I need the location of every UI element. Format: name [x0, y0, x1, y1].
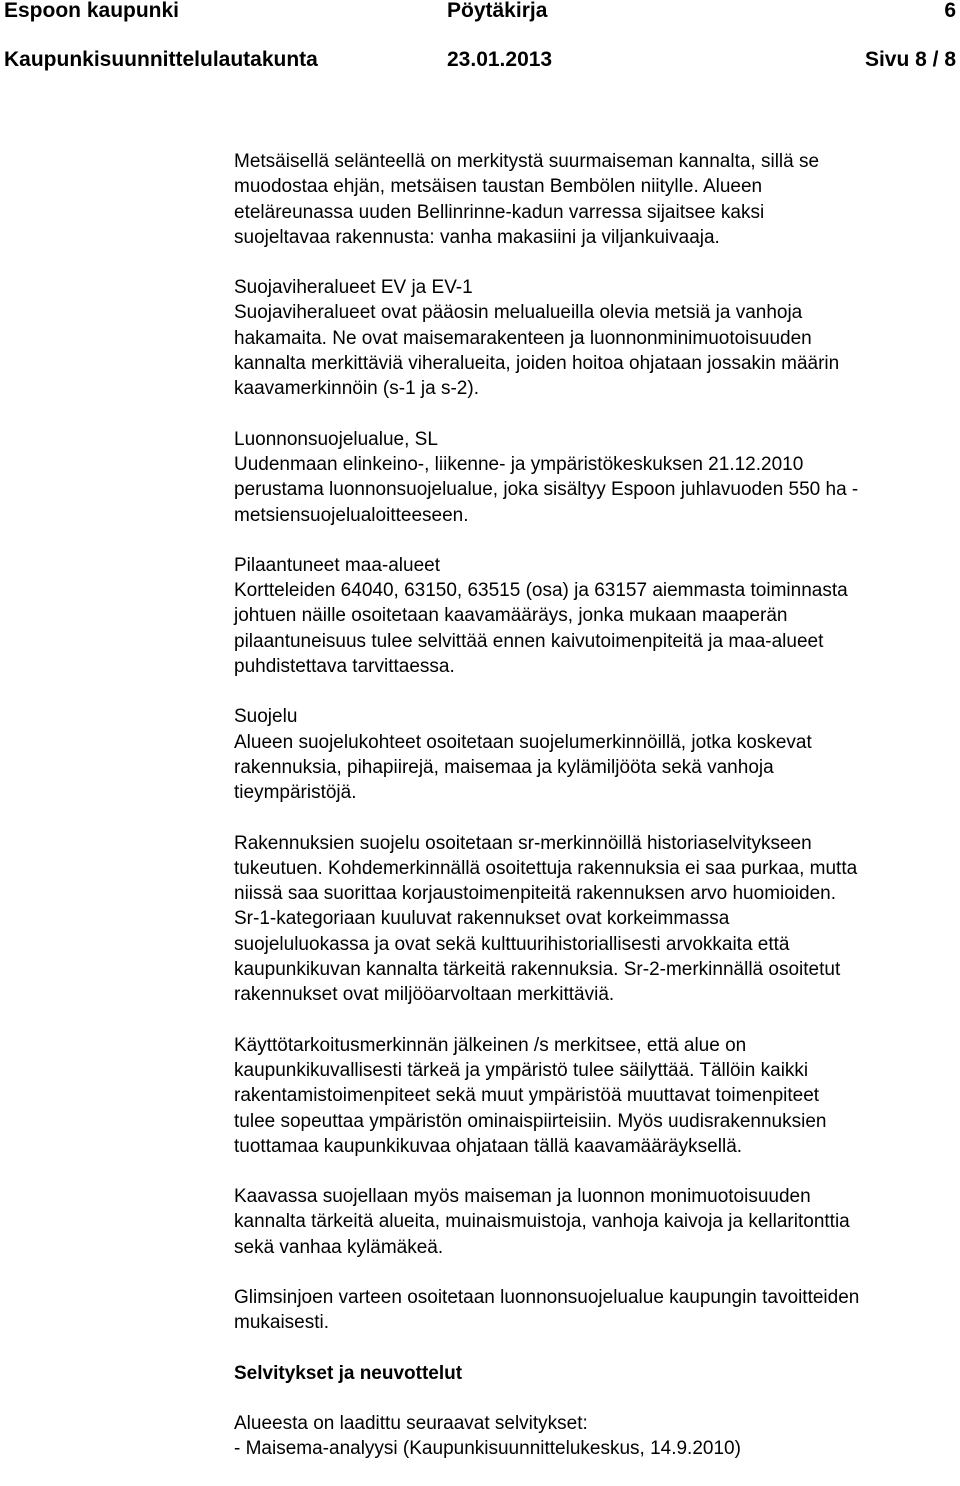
- text-line: suojeluluokassa ja ovat sekä kulttuurihistoriallisesti arvokkaita että: [234, 933, 790, 955]
- text-line: niissä saa suorittaa korjaustoimenpiteitä rakennuksen arvo huomioiden.: [234, 883, 837, 905]
- text-line: Alueesta on laadittu seuraavat selvitykset:: [234, 1412, 588, 1434]
- text-line: suojeltavaa rakennusta: vanha makasiini ja viljankuivaaja.: [234, 226, 720, 248]
- committee-name: Kaupunkisuunnittelulautakunta: [4, 48, 318, 71]
- paragraph-suojelu: [234, 704, 954, 805]
- document-type: Pöytäkirja: [447, 0, 548, 22]
- text-line: tulee sopeuttaa ympäristön ominaispiirteisiin. Myös uudisrakennuksien: [234, 1110, 827, 1132]
- text-line: hakamaita. Ne ovat maisemarakenteen ja luonnonminimuotoisuuden: [234, 327, 812, 349]
- text-line: Uudenmaan elinkeino-, liikenne- ja ympäristökeskuksen 21.12.2010: [234, 453, 804, 475]
- org-name: Espoon kaupunki: [4, 0, 180, 22]
- list-item: - Maisema-analyysi (Kaupunkisuunnittelukeskus, 14.9.2010): [234, 1438, 741, 1460]
- paragraph-suojaviheralueet: [234, 275, 954, 401]
- text-line: Alueen suojelukohteet osoitetaan suojelumerkinnöillä, jotka koskevat: [234, 731, 812, 753]
- text-line: Glimsinjoen varteen osoitetaan luonnonsuojelualue kaupungin tavoitteiden: [234, 1286, 860, 1308]
- text-line: mukaisesti.: [234, 1312, 330, 1334]
- text-line: Sr-1-kategoriaan kuuluvat rakennukset ovat korkeimmassa: [234, 908, 730, 930]
- text-line: rakennukset ovat miljööarvoltaan merkittäviä.: [234, 984, 615, 1006]
- text-line: Rakennuksien suojelu osoitetaan sr-merkinnöillä historiaselvitykseen: [234, 832, 812, 854]
- text-line: perustama luonnonsuojelualue, joka sisältyy Espoon juhlavuoden 550 ha -: [234, 479, 859, 501]
- text-line: sekä vanhaa kylämäkeä.: [234, 1236, 444, 1258]
- text-line: Metsäisellä selänteellä on merkitystä suurmaiseman kannalta, sillä se: [234, 151, 820, 172]
- paragraph-rakennuksien-suojelu: [234, 831, 954, 1008]
- text-line: puhdistettava tarvittaessa.: [234, 656, 455, 678]
- paragraph-landscape: [234, 149, 954, 250]
- text-line: muodostaa ehjän, metsäisen taustan Bembölen niitylle. Alueen: [234, 176, 763, 198]
- paragraph-luonnonsuojelualue: [234, 427, 954, 528]
- text-line: kannalta merkittäviä viheralueita, joiden hoitoa ohjataan jossakin määrin: [234, 353, 840, 375]
- paragraph-kayttotarkoitus: [234, 1033, 954, 1159]
- text-line: kaupunkikuvallisesti tärkeä ja ympäristö tulee säilyttää. Tällöin kaikki: [234, 1059, 809, 1081]
- meeting-date: 23.01.2013: [447, 48, 553, 71]
- page-header: [0, 0, 960, 80]
- document-body: [234, 149, 954, 1486]
- header-row-2: [4, 45, 956, 75]
- text-line: kaavamerkinnöin (s-1 ja s-2).: [234, 378, 479, 400]
- text-line: rakennuksia, pihapiirejä, maisemaa ja kylämiljööta sekä vanhoja: [234, 756, 774, 778]
- header-row-1: [4, 0, 956, 26]
- section-heading-selvitykset: Selvitykset ja neuvottelut: [234, 1362, 463, 1384]
- text-line: pilaantuneisuus tulee selvittää ennen kaivutoimenpiteitä ja maa-alueet: [234, 630, 824, 652]
- text-line: tukeutuen. Kohdemerkinnällä osoitettuja rakennuksia ei saa purkaa, mutta: [234, 857, 858, 879]
- text-line: eteläreunassa uuden Bellinrinne-kadun varressa sijaitsee kaksi: [234, 201, 765, 223]
- text-line: rakentamistoimenpiteet sekä muut ympäristöä muuttavat toimenpiteet: [234, 1085, 820, 1107]
- section-subheading: Pilaantuneet maa-alueet: [234, 554, 440, 576]
- paragraph-maisema: [234, 1184, 954, 1260]
- paragraph-glimsinjoki: [234, 1285, 954, 1336]
- section-subheading: Luonnonsuojelualue, SL: [234, 428, 438, 450]
- paragraph-selvitykset: [234, 1411, 954, 1462]
- text-line: kannalta tärkeitä alueita, muinaismuistoja, vanhoja kaivoja ja kellaritonttia: [234, 1211, 850, 1233]
- section-number: 6: [944, 0, 956, 22]
- text-line: Kortteleiden 64040, 63150, 63515 (osa) ja 63157 aiemmasta toiminnasta: [234, 580, 848, 602]
- text-line: tuottamaa kaupunkikuvaa ohjataan tällä kaavamääräyksellä.: [234, 1135, 743, 1157]
- text-line: tieympäristöjä.: [234, 782, 357, 804]
- text-line: Suojaviheralueet ovat pääosin melualueilla olevia metsiä ja vanhoja: [234, 302, 803, 324]
- paragraph-pilaantuneet: [234, 553, 954, 679]
- page-indicator: Sivu 8 / 8: [864, 48, 956, 71]
- section-subheading: Suojaviheralueet EV ja EV-1: [234, 277, 473, 299]
- text-line: johtuen näille osoitetaan kaavamääräys, jonka mukaan maaperän: [234, 605, 788, 627]
- text-line: metsiensuojelualoitteeseen.: [234, 504, 469, 526]
- section-subheading: Suojelu: [234, 706, 298, 728]
- text-line: Käyttötarkoitusmerkinnän jälkeinen /s merkitsee, että alue on: [234, 1034, 747, 1056]
- text-line: kaupunkikuvan kannalta tärkeitä rakennuksia. Sr-2-merkinnällä osoitetut: [234, 959, 841, 981]
- text-line: Kaavassa suojellaan myös maiseman ja luonnon monimuotoisuuden: [234, 1186, 811, 1208]
